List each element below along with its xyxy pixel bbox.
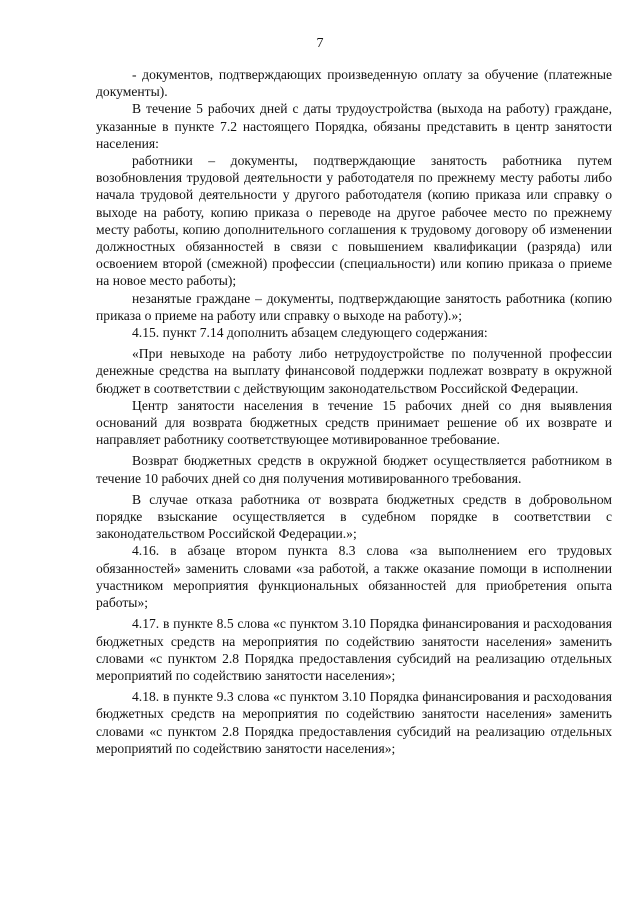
- paragraph-refund-deadline: Возврат бюджетных средств в окружной бюджет осуществляется работником в течение 10 рабочих дней со дня получения мотивированного требования.: [96, 453, 612, 486]
- paragraph-item-4-18: 4.18. в пункте 9.3 слова «с пунктом 3.10 Порядка финансирования и расходования бюджетных средств на мероприятия по содействию занятости населения» заменить словами «с пунктом 2.8 Порядка предоставления субсидий на реализацию отдельных мероприятий по содействию занятости населения»;: [96, 689, 612, 756]
- paragraph-employment-center-decision: Центр занятости населения в течение 15 рабочих дней со дня выявления оснований для возврата бюджетных средств принимает решение об их возврате и направляет работнику соответствующее мотивированное требование.: [96, 397, 612, 448]
- paragraph-item-4-17: 4.17. в пункте 8.5 слова «с пунктом 3.10 Порядка финансирования и расходования бюджетных средств на мероприятия по содействию занятости населения» заменить словами «с пунктом 2.8 Порядка предоставления субсидий на реализацию отдельных мероприятий по содействию занятости населения»;: [96, 616, 612, 683]
- paragraph-item-4-15: 4.15. пункт 7.14 дополнить абзацем следующего содержания:: [132, 325, 488, 341]
- paragraph-refusal-court: В случае отказа работника от возврата бюджетных средств в добровольном порядке взыскание осуществляется в судебном порядке в соответствии с законодательством Российской Федерации.»;: [96, 491, 612, 542]
- paragraph-employees-documents: работники – документы, подтверждающие занятость работника путем возобновления трудовой деятельности у работодателя по прежнему месту работы либо начала трудовой деятельности у другого работодателя (копию приказа или справку о выходе на работу, копию приказа о переводе на другое рабочее место по прежнему месту работы, копию дополнительного соглашения к трудовому договору об изменении должностных обязанностей в связи с повышением квалификации (разряда) или освоением второй (смежной) профессии (специальности) или копию приказа о приеме на новое место работы);: [96, 153, 612, 289]
- paragraph-item-4-16: 4.16. в абзаце втором пункта 8.3 слова «за выполнением его трудовых обязанностей» заменить словами «за работой, а также оказание помощи в исполнении участником мероприятия функциональных обязанностей для приобретения опыта работы»;: [96, 543, 612, 611]
- paragraph-payment-documents: - документов, подтверждающих произведенную оплату за обучение (платежные документы).: [96, 67, 612, 100]
- document-body: [96, 66, 612, 757]
- page-number: 7: [316, 36, 324, 51]
- paragraph-five-days-requirement: В течение 5 рабочих дней с даты трудоустройства (выхода на работу) граждане, указанные в пункте 7.2 настоящего Порядка, обязаны представить в центр занятости населения:: [96, 101, 612, 151]
- paragraph-unemployed-documents: незанятые граждане – документы, подтверждающие занятость работника (копию приказа о приеме на работу или справку о выходе на работу).»;: [96, 290, 612, 323]
- paragraph-refund-obligation: «При невыходе на работу либо нетрудоустройстве по полученной профессии денежные средства на выплату финансовой поддержки подлежат возврату в окружной бюджет в соответствии с действующим законодательством Российской Федерации.: [96, 346, 612, 396]
